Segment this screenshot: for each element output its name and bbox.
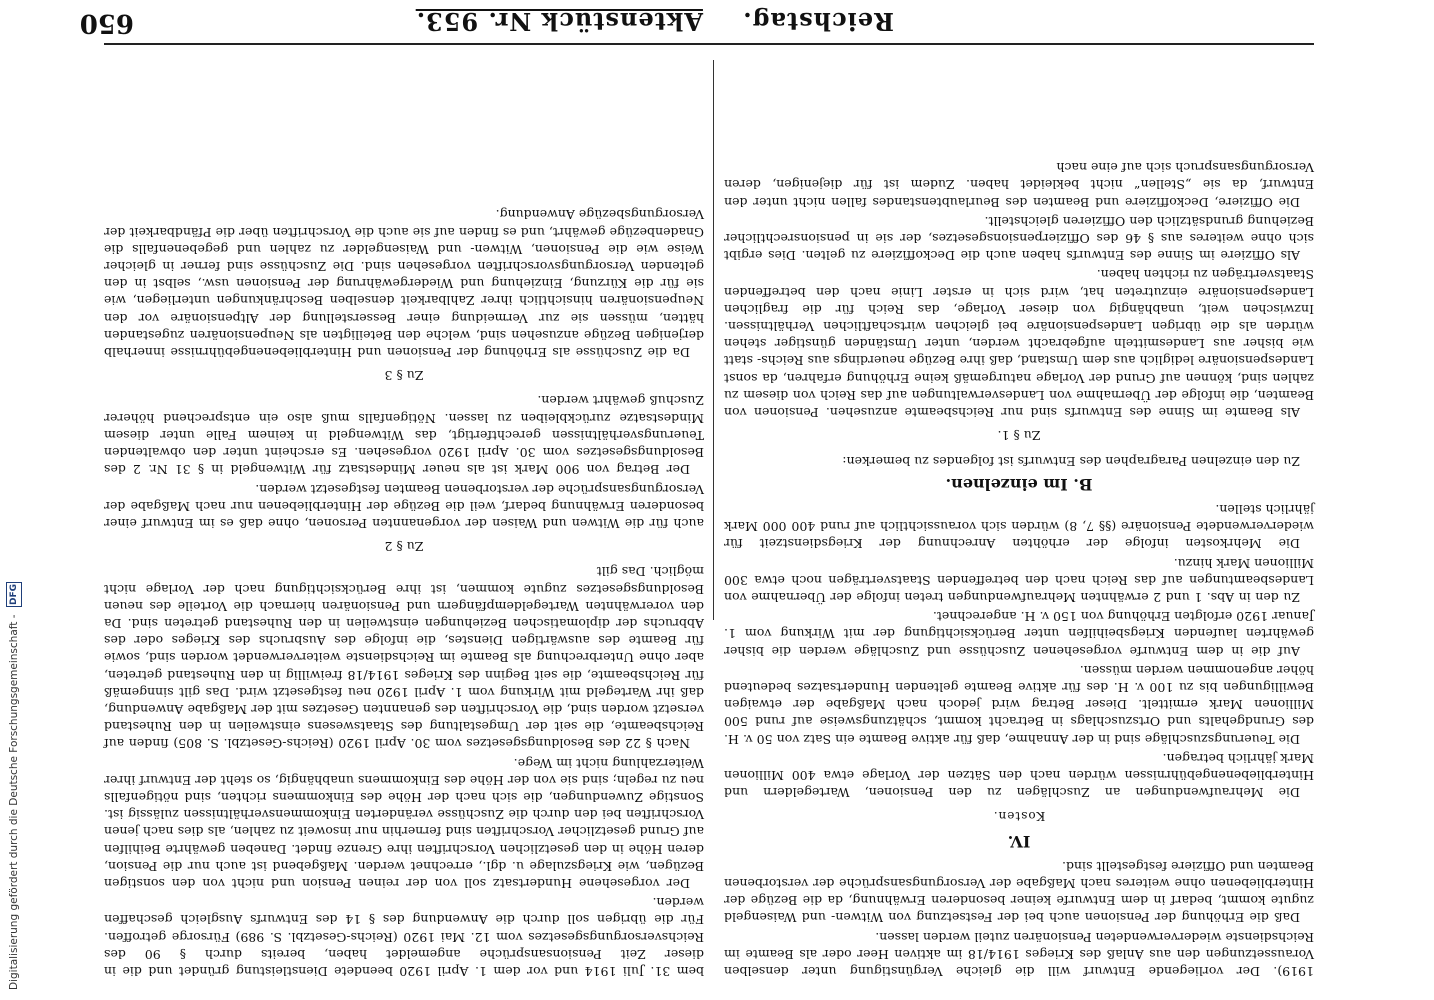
section-iv-title: Kosten. [992, 809, 1046, 824]
title-reichstag: Reichstag. [742, 7, 894, 36]
header-rule [104, 43, 1314, 45]
paragraph: Als Offiziere im Sinne des Entwurfs haben auch die Deckoffiziere zu gelten. Dies ergibt sich ohne weiteres aus § 46 des Offizierpensionsgesetzes, der sie in pensionsrechtlicher Beziehung grundsätzlich den Offizieren gleichstellt. [724, 213, 1314, 264]
paragraph: Da die Zuschüsse als Erhöhung der Pensionen und Hinterbliebenengebührnisse innerhalb derjenigen Bezüge anzusehen sind, welche den Beteiligten als Neupensionären zugestanden hätten, müssen sie zur Vermeidung einer Besserstellung der Altpensionäre vor den Neupensionären hinsichtlich ihrer Zahlbarkeit denselben Beschränkungen unterliegen, wie sie für die Kürzung, Einziehung und Wiedergewährung der Pensionen usw., selbst in den geltenden Versorgungsvorschriften vorgesehen sind. Die Zuschüsse sind ferner in gleicher Weise wie die Pensionen, Witwen- und Waisengelder zu zahlen und gegebenenfalls die Gnadenbezüge gewährt, und es finden auf sie auch die Vorschriften über die Pfändbarkeit der Versorgungsbezüge Anwendung. [104, 207, 704, 361]
paragraph: 1919). Der vorliegende Entwurf will die gleiche Vergünstigung unter denselben Voraussetzungen den aus Anlaß des Krieges 1914/18 im aktiven Heer oder als Beamte im Reichsdienste wiederverwendeten Pensionären zuteil werden lassen. [724, 929, 1314, 979]
paragraph: Die Offiziere, Deckoffiziere und Beamten des Beurlaubtenstandes fallen nicht unter den Entwurf, da sie „Stellen“ nicht bekleidet haben. Zudem ist für diejenigen, deren Versorgungsanspruch sich auf eine nach [724, 160, 1314, 210]
dfg-logo: DFG [6, 582, 22, 607]
paragraph: Als Beamte im Sinne des Entwurfs sind nur Reichsbeamte anzusehen. Pensionen von Beamten, die infolge der Übernahme von Landesverwaltungen auf das Reich von diesem zu zahlen sind, können auf Grund der Vorlage naturgemäß keine Erhöhung erfahren, da sonst Landespensionäre lediglich aus dem Umstand, daß ihre Bezüge neuerdings aus Reichs- statt wie bisher aus Landesmitteln aufgebracht werden, unter Umständen günstiger stehen würden als die übrigen Landespensionäre bei gleichen wirtschaftlichen Verhältnissen. Inzwischen weit, unabhängig von dieser Vorlage, das Reich für die fraglichen Landespensionäre einzutreten hat, wird sich in erster Linie nach den betreffenden Staatsverträgen zu richten haben. [724, 267, 1314, 421]
title-document: Aktenstück Nr. 953. [415, 7, 703, 36]
paragraph: auch für die Witwen und Waisen der vorgenannten Personen, ohne daß es im Entwurf einer besonderen Erwähnung bedarf, weil die Bezüge der Hinterbliebenen nur nach Maßgabe der Versorgungsansprüche der verstorbenen Beamten festgesetzt werden. [104, 481, 704, 531]
paragraph: Die Mehraufwendungen an Zuschlägen zu den Pensionen, Wartegeldern und Hinterbliebenengebührnissen würden nach den Sätzen der Vorlage etwa 400 Millionen Mark jährlich betragen. [724, 750, 1314, 801]
digitization-credit [6, 560, 24, 990]
paragraph: bem 31. Juli 1914 und vor dem 1. April 1920 beendete Dienstleistung gründet und die in dieser Zeit Pensionsansprüche angemeldet haben, bereits durch § 90 des Reichsversorgungsgesetzes vom 12. Mai 1920 (Reichs-Gesetzbl. S. 989) Fürsorge getroffen. Für die übrigen soll durch die Anwendung des § 14 des Entwurfs Ausgleich geschaffen werden. [104, 895, 704, 979]
paragraph: Zu den in Abs. 1 und 2 erwähnten Mehraufwendungen treten infolge der Übernahme von Landesbeamtungen auf das Reich nach den betreffenden Staatsverträgen noch etwa 300 Millionen Mark hinzu. [724, 555, 1314, 605]
column-right [104, 50, 704, 980]
column-left [724, 50, 1314, 980]
paragraph: Zu den einzelnen Paragraphen des Entwurfs ist folgendes zu bemerken: [842, 453, 1300, 469]
page-title [416, 7, 894, 36]
paragraph: Die Teuerungszuschläge sind in der Annahme, daß für aktive Beamte ein Satz von 50 v. H. des Grundgehalts und Ortszuschlags in Betracht kommt, schätzungsweise auf rund 500 Millionen Mark ermittelt. Dieser Betrag wird jedoch nach Maßgabe der etwaigen Bewilligungen bis zu 100 v. H. des für aktive Beamte geltenden Hundertsatzes bedeutend höher angenommen werden müssen. [724, 662, 1314, 747]
section-b-heading: B. Im einzelnen. [945, 474, 1093, 494]
section-zu1-heading: Zu § 1. [997, 428, 1041, 444]
paragraph: Der Betrag von 900 Mark ist als neuer Mindestsatz für Witwengeld in § 31 Nr. 2 des Besoldungsgesetzes vom 30. April 1920 vorgesehen. Es erscheint unter den obwaltenden Teuerungsverhältnissen gerechtfertigt, das Witwengeld in keinem Falle unter diesem Mindestsatze zurückbleiben zu lassen. Nötigenfalls muß also ein entsprechend höherer Zuschuß gewährt werden. [104, 393, 704, 478]
credit-text: Digitalisierung gefördert durch die Deutsche Forschungsgemeinschaft - [8, 614, 20, 990]
page-number: 650 [79, 8, 134, 38]
paragraph: Die Mehrkosten infolge der erhöhten Anrechnung der Kriegsdienstzeit für wiederverwendete Pensionäre (§§ 7, 8) würden sich voraussichtlich auf rund 400 000 Mark jährlich stellen. [724, 501, 1314, 552]
section-zu2-heading: Zu § 2 [384, 539, 424, 555]
section-iv-heading: IV. [1007, 831, 1031, 851]
paragraph: Daß die Erhöhung der Pensionen auch bei der Festsetzung von Witwen- und Waisengeld zugute kommt, bedarf in dem Entwurfe keiner besonderen Erwähnung, da die Bezüge der Hinterbliebenen ohne weiteres nach Maßgabe der Versorgungsansprüche der verstorbenen Beamten und Offiziere festgestellt sind. [724, 858, 1314, 926]
paragraph: Nach § 22 des Besoldungsgesetzes vom 30. April 1920 (Reichs-Gesetzbl. S. 805) finden auf Reichsbeamte, die seit der Umgestaltung des Staatswesens einstweilen in den Ruhestand versetzt worden sind, die Vorschriften des genannten Gesetzes mit der Maßgabe Anwendung, daß ihr Wartegeld mit Wirkung vom 1. April 1920 neu festgesetzt wird. Das gilt sinngemäß für Reichsbeamte, die seit Beginn des Krieges 1914/18 freiwillig in den Ruhestand getreten, aber ohne Unterbrechung als Beamte im Reichsdienste weiterverwendet worden sind, sowie für Beamte des auswärtigen Dienstes, die infolge des Ausbruchs des Krieges oder des Abbruchs der diplomatischen Beziehungen einstweilen in den Ruhestand getreten sind. Da den vorerwähnten Wartegeldempfängern und Pensionären hiernach die Vorteile des neuen Besoldungsgesetzes zugute kommen, ist ihre Berücksichtigung nach der Vorlage nicht möglich. Das gilt [104, 564, 704, 752]
paragraph: Der vorgesehene Hundertsatz soll von der reinen Pension und nicht von den sonstigen Bezügen, wie Kriegszulage u. dgl., errechnet werden. Maßgebend ist auch nur die Pension, deren Höhe in den gesetzlichen Vorschriften ihre Grenze findet. Daneben gewährte Beihilfen auf Grund gesetzlicher Vorschriften sind fernerhin nur insoweit zu zahlen, als dies nach jenen Vorschriften bei den durch die Zuschüsse veränderten Einkommensverhältnissen zulässig ist. Sonstige Zuwendungen, die sich nach der Höhe des Einkommens richten, sind nötigenfalls neu zu regeln; sind sie von der Höhe des Einkommens unabhängig, so steht der Entwurf ihrer Weiterzahlung nicht im Wege. [104, 755, 704, 891]
page-header [79, 7, 1314, 38]
section-zu3-heading: Zu § 3 [384, 368, 424, 384]
paragraph: Auf die in dem Entwurfe vorgesehenen Zuschüsse und Zuschläge werden die bisher gewährten laufenden Kriegsbeihilfen unter Berücksichtigung der mit Wirkung vom 1. Januar 1920 erfolgten Erhöhung von 150 v. H. angerechnet. [724, 609, 1314, 659]
column-rule [713, 60, 714, 620]
